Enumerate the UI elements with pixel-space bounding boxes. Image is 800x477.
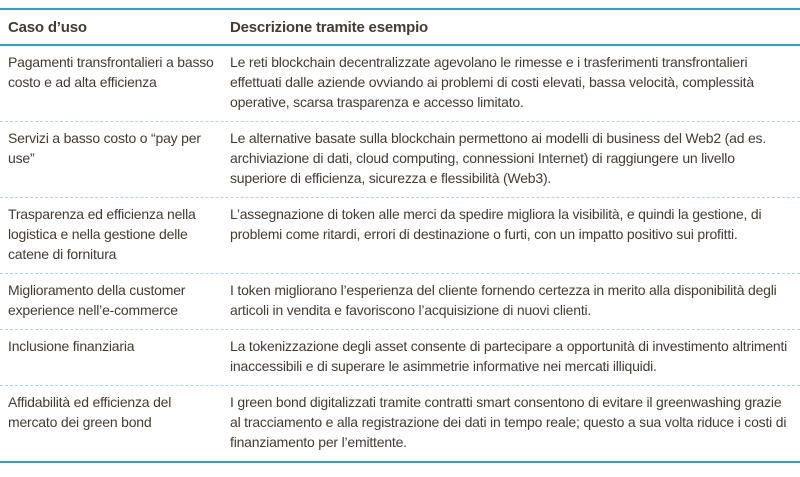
description-cell: La tokenizzazione degli asset consente di partecipare a opportunità di investimento altrimenti inaccessibili e di superare le asimmetrie informative nei mercati illiquidi. bbox=[230, 338, 788, 374]
table-row bbox=[0, 385, 800, 461]
use-case-cell: Servizi a basso costo o “pay per use” bbox=[8, 130, 201, 166]
table-row bbox=[0, 121, 800, 197]
use-case-cell: Affidabilità ed efficienza del mercato dei green bond bbox=[8, 394, 172, 430]
use-case-cell: Miglioramento della customer experience nell’e-commerce bbox=[8, 282, 186, 318]
table-row bbox=[0, 46, 800, 121]
description-cell: I token migliorano l’esperienza del cliente fornendo certezza in merito alla disponibilità degli articoli in vendita e favoriscono l’acquisizione di nuovi clienti. bbox=[230, 282, 777, 318]
table-row bbox=[0, 273, 800, 329]
use-case-table bbox=[0, 8, 800, 463]
table-row bbox=[0, 329, 800, 385]
table-row bbox=[0, 197, 800, 273]
column-header-use-case: Caso d’uso bbox=[8, 19, 87, 36]
use-case-cell: Trasparenza ed efficienza nella logistica e nella gestione delle catene di fornitura bbox=[8, 206, 196, 262]
column-header-description: Descrizione tramite esempio bbox=[230, 19, 429, 36]
description-cell: Le alternative basate sulla blockchain permettono ai modelli di business del Web2 (ad es. archiviazione di dati, cloud computing, connessioni Internet) di raggiungere un livello superiore di efficienza, sicurezza e flessibilità (Web3). bbox=[230, 130, 767, 186]
table-header-row bbox=[0, 10, 800, 46]
use-case-cell: Pagamenti transfrontalieri a basso costo e ad alta efficienza bbox=[8, 54, 214, 90]
use-case-cell: Inclusione finanziaria bbox=[8, 338, 135, 354]
description-cell: I green bond digitalizzati tramite contratti smart consentono di evitare il greenwashing grazie al tracciamento e alla registrazione dei dati in tempo reale; questo a sua volta riduce i costi di finanziamento per l’emittente. bbox=[230, 394, 787, 450]
description-cell: L’assegnazione di token alle merci da spedire migliora la visibilità, e quindi la gestione, di problemi come ritardi, errori di destinazione o furti, con un impatto positivo sui profitti. bbox=[230, 206, 762, 242]
description-cell: Le reti blockchain decentralizzate agevolano le rimesse e i trasferimenti transfrontalieri effettuati dalle aziende ovviando ai problemi di costi elevati, bassa velocità, complessità operative, scarsa trasparenza e accesso limitato. bbox=[230, 54, 754, 110]
